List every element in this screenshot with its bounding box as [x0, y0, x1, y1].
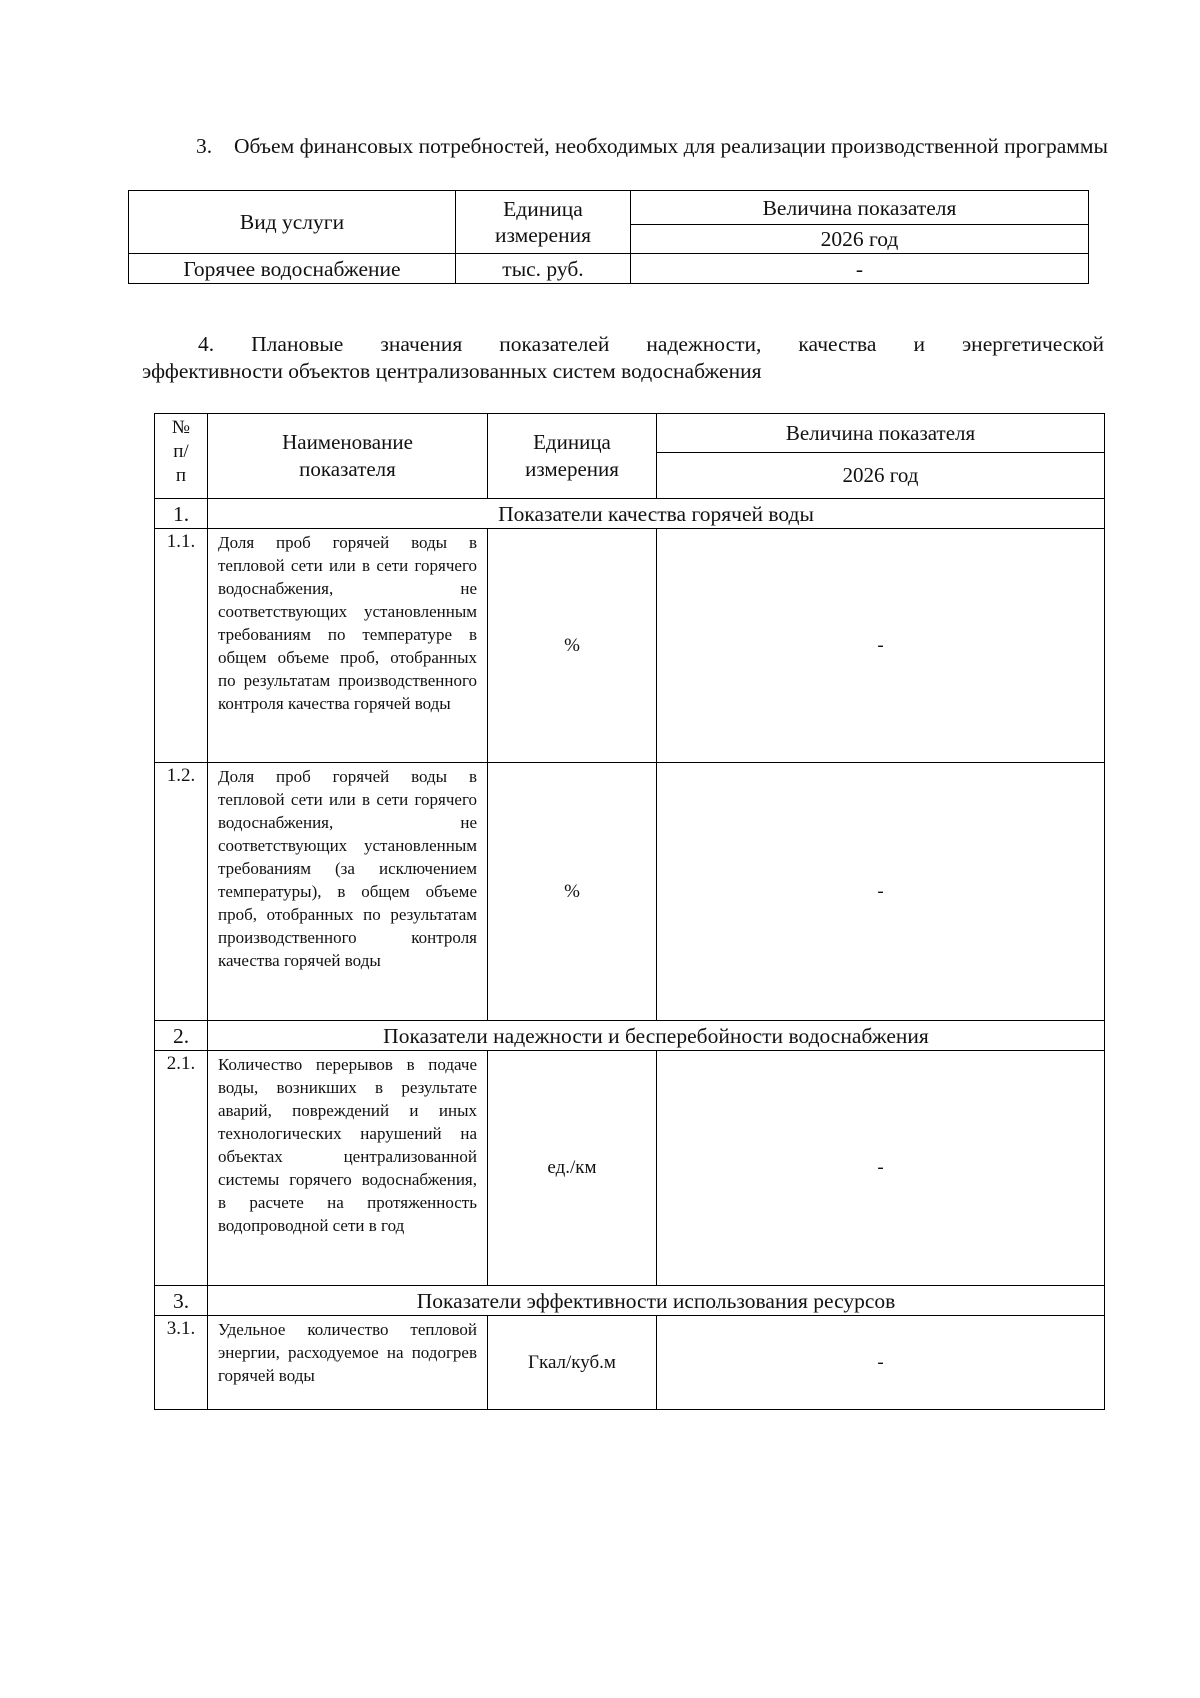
section-4-title-line-1: [142, 331, 1104, 358]
row-value: -: [657, 529, 1105, 763]
header-name: Наименование показателя: [208, 414, 488, 499]
row-number: 3.1.: [155, 1316, 208, 1410]
header-value: Величина показателя: [631, 191, 1089, 225]
row-name: Доля проб горячей воды в тепловой сети или в сети горячего водоснабжения, не соответствующих установленным требованиям (за исключением температуры), в общем объеме проб, отобранных по результатам производственного контроля качества горячей воды: [208, 763, 488, 1021]
row-value: -: [657, 763, 1105, 1021]
section-row: [155, 499, 1105, 529]
financial-needs-table: [128, 190, 1089, 284]
row-unit: ед./км: [488, 1051, 657, 1286]
section-number: 3.: [155, 1286, 208, 1316]
table-row: [155, 1316, 1105, 1410]
section-3-heading: [196, 133, 1116, 160]
header-unit: Единица измерения: [456, 191, 631, 254]
section-row: [155, 1021, 1105, 1051]
row-value: -: [657, 1051, 1105, 1286]
header-year: 2026 год: [631, 225, 1089, 254]
cell-unit: тыс. руб.: [456, 254, 631, 284]
cell-value: -: [631, 254, 1089, 284]
row-number: 2.1.: [155, 1051, 208, 1286]
row-unit: %: [488, 529, 657, 763]
header-number-line-3: п: [175, 465, 187, 486]
section-3-title: Объем финансовых потребностей, необходимых для реализации производственной программы: [234, 134, 1108, 158]
row-unit: Гкал/куб.м: [488, 1316, 657, 1410]
section-4-title-line-2: эффективности объектов централизованных систем водоснабжения: [142, 359, 762, 383]
section-title: Показатели эффективности использования ресурсов: [208, 1286, 1105, 1316]
section-3-number: 3.: [196, 134, 213, 158]
row-number: 1.2.: [155, 763, 208, 1021]
header-number-line-2: п/: [173, 441, 189, 462]
header-number: [155, 414, 208, 499]
section-4-heading: [142, 331, 1104, 385]
header-value: Величина показателя: [657, 414, 1105, 453]
row-value: -: [657, 1316, 1105, 1410]
header-number-line-1: №: [171, 417, 191, 438]
section-4-number: 4.: [198, 332, 215, 356]
section-number: 2.: [155, 1021, 208, 1051]
header-unit: Единица измерения: [488, 414, 657, 499]
header-year: 2026 год: [657, 453, 1105, 499]
table-row: [155, 529, 1105, 763]
header-service: Вид услуги: [129, 191, 456, 254]
section-row: [155, 1286, 1105, 1316]
row-name: Количество перерывов в подаче воды, возникших в результате аварий, повреждений и иных технологических нарушений на объектах централизованной системы горячего водоснабжения, в расчете на протяженность водопроводной сети в год: [208, 1051, 488, 1286]
section-number: 1.: [155, 499, 208, 529]
table-row: [129, 254, 1089, 284]
table-row: [155, 1051, 1105, 1286]
table-row: [155, 763, 1105, 1021]
indicators-table: [154, 413, 1105, 1410]
section-4-title-part-1: Плановые значения показателей надежности, качества и энергетической: [251, 332, 1105, 356]
section-title: Показатели качества горячей воды: [208, 499, 1105, 529]
row-name: Доля проб горячей воды в тепловой сети или в сети горячего водоснабжения, не соответствующих установленным требованиям по температуре в общем объеме проб, отобранных по результатам производственного контроля качества горячей воды: [208, 529, 488, 763]
section-title: Показатели надежности и бесперебойности водоснабжения: [208, 1021, 1105, 1051]
row-number: 1.1.: [155, 529, 208, 763]
cell-service: Горячее водоснабжение: [129, 254, 456, 284]
row-name: Удельное количество тепловой энергии, расходуемое на подогрев горячей воды: [208, 1316, 488, 1410]
row-unit: %: [488, 763, 657, 1021]
